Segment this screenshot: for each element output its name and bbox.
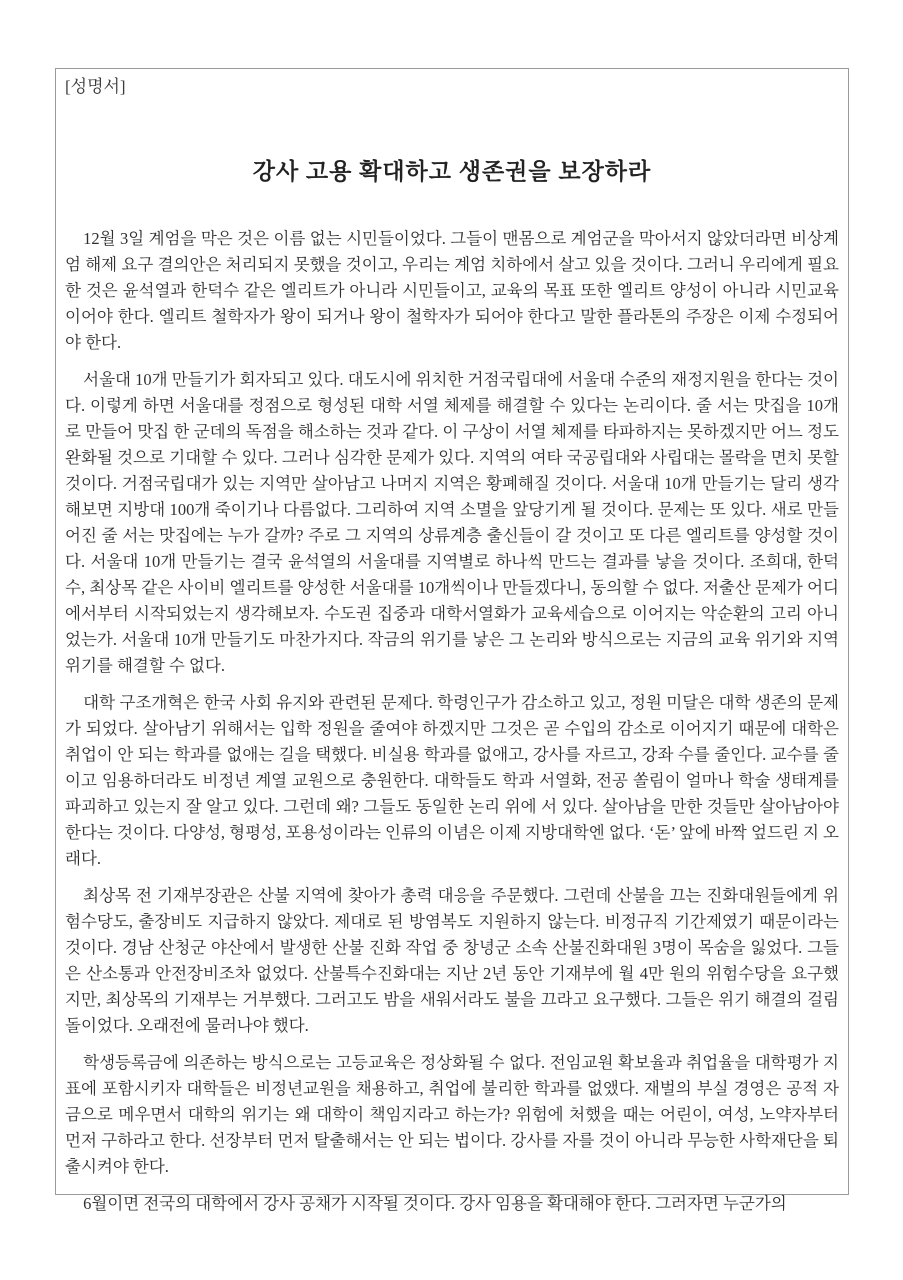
paragraph-6-clipped: 6월이면 전국의 대학에서 강사 공채가 시작될 것이다. 강사 임용을 확대해야 한다. 그러자면 누군가의 [83,1194,787,1213]
paragraph-1: 12월 3일 계엄을 막은 것은 이름 없는 시민들이었다. 그들이 맨몸으로 계엄군을 막아서지 않았더라면 비상계엄 해제 요구 결의안은 처리되지 못했을 것이고, 우리는 계엄 치하에서 살고 있을 것이다. 그러니 우리에게 필요한 것은 윤석열과 한덕수 같은 엘리트가 아니라 시민들이고, 교육의 목표 또한 엘리트 양성이 아니라 시민교육이어야 한다. 엘리트 철학자가 왕이 되거나 왕이 철학자가 되어야 한다고 말한 플라톤의 주장은 이제 수정되어야 한다. [65,229,839,352]
paragraph-4: 최상목 전 기재부장관은 산불 지역에 찾아가 총력 대응을 주문했다. 그런데 산불을 끄는 진화대원들에게 위험수당도, 출장비도 지급하지 않았다. 제대로 된 방염복도 지원하지 않는다. 비정규직 기간제였기 때문이라는 것이다. 경남 산청군 야산에서 발생한 산불 진화 작업 중 창녕군 소속 산불진화대원 3명이 목숨을 잃었다. 그들은 산소통과 안전장비조차 없었다. 산불특수진화대는 지난 2년 동안 기재부에 월 4만 원의 위험수당을 요구했지만, 최상목의 기재부는 거부했다. 그러고도 밤을 새워서라도 불을 끄라고 요구했다. 그들은 위기 해결의 걸림돌이었다. 오래전에 물러나야 했다. [65,886,839,1035]
paragraph-3: 대학 구조개혁은 한국 사회 유지와 관련된 문제다. 학령인구가 감소하고 있고, 정원 미달은 대학 생존의 문제가 되었다. 살아남기 위해서는 입학 정원을 줄여야 하겠지만 그것은 곧 수입의 감소로 이어지기 때문에 대학은 취업이 안 되는 학과를 없애는 길을 택했다. 비실용 학과를 없애고, 강사를 자르고, 강좌 수를 줄인다. 교수를 줄이고 임용하더라도 비정년 계열 교원으로 충원한다. 대학들도 학과 서열화, 전공 쏠림이 얼마나 학술 생태계를 파괴하고 있는지 잘 알고 있다. 그런데 왜? 그들도 동일한 논리 위에 서 있다. 살아남을 만한 것들만 살아남아야 한다는 것이다. 다양성, 형평성, 포용성이라는 인류의 이념은 이제 지방대학엔 없다. ‘돈’ 앞에 바짝 엎드린 지 오래다. [65,693,839,868]
document-type-label: [성명서] [65,77,126,96]
statement-document-page [55,68,849,1213]
document-title: 강사 고용 확대하고 생존권을 보장하라 [252,159,652,184]
paragraph-2: 서울대 10개 만들기가 회자되고 있다. 대도시에 위치한 거점국립대에 서울대 수준의 재정지원을 한다는 것이다. 이렇게 하면 서울대를 정점으로 형성된 대학 서열 체제를 해결할 수 있다는 논리이다. 줄 서는 맛집을 10개로 만들어 맛집 한 군데의 독점을 해소하는 것과 같다. 이 구상이 서열 체제를 타파하지는 못하겠지만 어느 정도 완화될 것으로 기대할 수 있다. 그러나 심각한 문제가 있다. 지역의 여타 국공립대와 사립대는 몰락을 면치 못할 것이다. 거점국립대가 있는 지역만 살아남고 나머지 지역은 황폐해질 것이다. 서울대 10개 만들기는 달리 생각해보면 지방대 100개 죽이기나 다름없다. 그리하여 지역 소멸을 앞당기게 될 것이다. 문제는 또 있다. 새로 만들어진 줄 서는 맛집에는 누가 갈까? 주로 그 지역의 상류계층 출신들이 갈 것이고 또 다른 엘리트를 양성할 것이다. 서울대 10개 만들기는 결국 윤석열의 서울대를 지역별로 하나씩 만드는 결과를 낳을 것이다. 조희대, 한덕수, 최상목 같은 사이비 엘리트를 양성한 서울대를 10개씩이나 만들겠다니, 동의할 수 없다. 저출산 문제가 어디에서부터 시작되었는지 생각해보자. 수도권 집중과 대학서열화가 교육세습으로 이어지는 악순환의 고리 아니었는가. 서울대 10개 만들기도 마찬가지다. 작금의 위기를 낳은 그 논리와 방식으로는 지금의 교육 위기와 지역 위기를 해결할 수 없다. [65,370,839,675]
paragraph-5: 학생등록금에 의존하는 방식으로는 고등교육은 정상화될 수 없다. 전임교원 확보율과 취업율을 대학평가 지표에 포함시키자 대학들은 비정년교원을 채용하고, 취업에 불리한 학과를 없앴다. 재벌의 부실 경영은 공적 자금으로 메우면서 대학의 위기는 왜 대학이 책임지라고 하는가? 위험에 처했을 때는 어린이, 여성, 노약자부터 먼저 구하라고 한다. 선장부터 먼저 탈출해서는 안 되는 법이다. 강사를 자를 것이 아니라 무능한 사학재단을 퇴출시켜야 한다. [65,1053,839,1176]
